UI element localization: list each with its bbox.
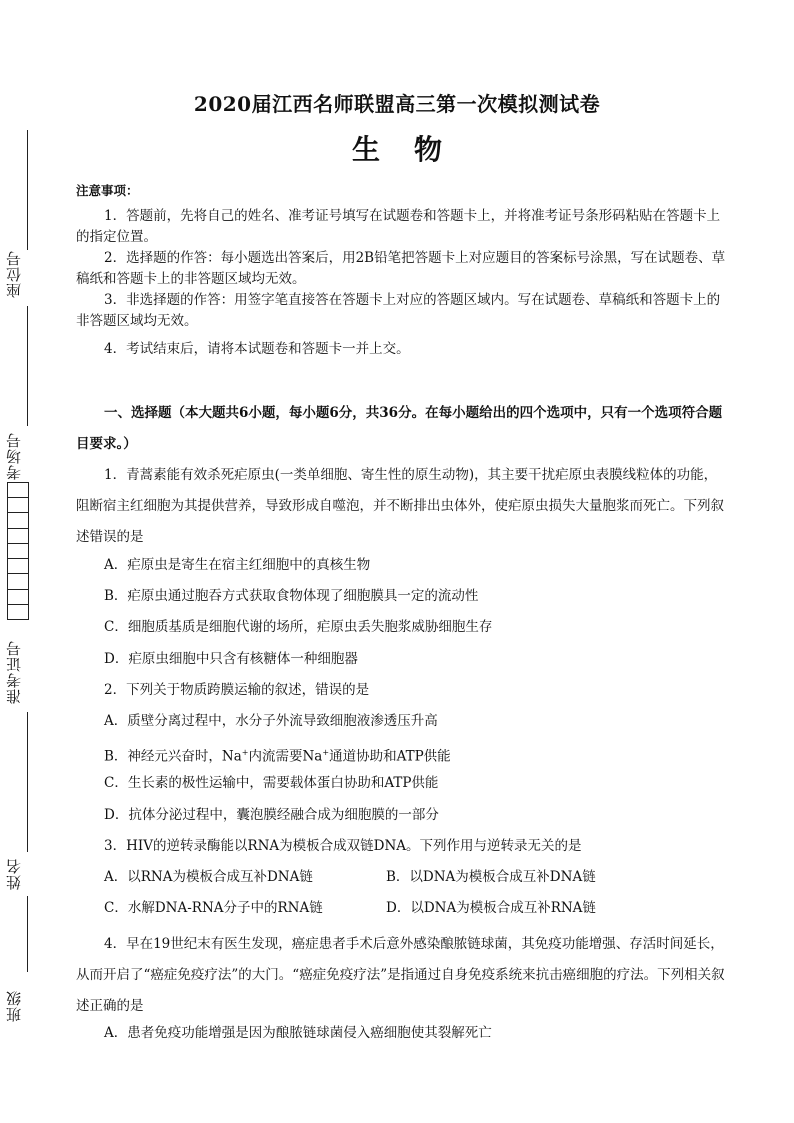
class-label: 班级 bbox=[5, 990, 23, 1022]
question-1-stem: 1．青蒿素能有效杀死疟原虫(一类单细胞、寄生性的原生动物)，其主要干扰疟原虫表膜线粒体的功能，阻断宿主红细胞为其提供营养，导致形成自噬泡，并不断排出虫体外，使疟原虫损失大量胞浆而死亡。下列叙述错误的是 bbox=[76, 467, 724, 545]
name-label: 姓名 bbox=[5, 858, 23, 890]
section-heading: 一、选择题（本大题共6小题，每小题6分，共36分。在每小题给出的四个选项中，只有一个选项符合题目要求。） bbox=[76, 405, 723, 452]
notice-item: 4．考试结束后，请将本试题卷和答题卡一并上交。 bbox=[104, 341, 410, 357]
question-3-stem: 3．HIV的逆转录酶能以RNA为模板合成双链DNA。下列作用与逆转录无关的是 bbox=[104, 838, 582, 854]
exam-room-label: 考场号 bbox=[5, 432, 23, 480]
question-1-option-b: B．疟原虫通过胞吞方式获取食物体现了细胞膜具一定的流动性 bbox=[104, 588, 479, 604]
question-1-option-a: A．疟原虫是寄生在宿主红细胞中的真核生物 bbox=[104, 557, 371, 573]
sodium-charge: + bbox=[322, 748, 330, 757]
binding-line bbox=[27, 306, 28, 426]
option-b-text-3: 通道协助和ATP供能 bbox=[329, 748, 451, 765]
question-3-option-d: D．以DNA为模板合成互补RNA链 bbox=[386, 900, 596, 916]
sodium-charge: + bbox=[241, 748, 249, 757]
question-4-stem: 4．早在19世纪末有医生发现，癌症患者手术后意外感染酿脓链球菌，其免疫功能增强、存活时间延长，从而开启了“癌症免疫疗法”的大门。“癌症免疫疗法”是指通过自身免疫系统来抗击癌细胞的疗法。下列相关叙述正确的是 bbox=[76, 936, 725, 1014]
subject-title: 生物 bbox=[351, 133, 476, 166]
notice-item: 1．答题前，先将自己的姓名、准考证号填写在试题卷和答题卡上，并将准考证号条形码粘贴在答题卡上的指定位置。 bbox=[76, 208, 721, 245]
question-4-option-a: A．患者免疫功能增强是因为酿脓链球菌侵入癌细胞使其裂解死亡 bbox=[104, 1025, 492, 1041]
admission-number-boxes bbox=[7, 482, 29, 620]
binding-line bbox=[27, 712, 28, 852]
notice-item: 2．选择题的作答：每小题选出答案后，用2B铅笔把答题卡上对应题目的答案标号涂黑，写在试题卷、草稿纸和答题卡上的非答题区域均无效。 bbox=[76, 250, 726, 287]
binding-line bbox=[27, 896, 28, 972]
admission-number-label: 准考证号 bbox=[5, 640, 23, 704]
notice-heading: 注意事项： bbox=[76, 183, 139, 198]
option-b-text-2: 内流需要Na bbox=[248, 748, 323, 765]
question-3-option-c: C．水解DNA-RNA分子中的RNA链 bbox=[104, 900, 323, 916]
question-1-option-c: C．细胞质基质是细胞代谢的场所，疟原虫丢失胞浆威胁细胞生存 bbox=[104, 619, 493, 635]
exam-title: 2020届江西名师联盟高三第一次模拟测试卷 bbox=[193, 92, 601, 116]
question-2-option-d: D．抗体分泌过程中，囊泡膜经融合成为细胞膜的一部分 bbox=[104, 807, 439, 823]
question-3-option-b: B．以DNA为模板合成互补DNA链 bbox=[386, 869, 596, 885]
notice-item: 3．非选择题的作答：用签字笔直接答在答题卡上对应的答题区域内。写在试题卷、草稿纸和答题卡上的非答题区域均无效。 bbox=[76, 292, 721, 329]
question-2-option-c: C．生长素的极性运输中，需要载体蛋白协助和ATP供能 bbox=[104, 775, 439, 791]
question-2-option-a: A．质壁分离过程中，水分子外流导致细胞液渗透压升高 bbox=[104, 713, 438, 729]
question-2-stem: 2．下列关于物质跨膜运输的叙述，错误的是 bbox=[104, 682, 370, 698]
question-3-option-a: A．以RNA为模板合成互补DNA链 bbox=[104, 869, 313, 885]
option-b-text-1: B．神经元兴奋时，Na bbox=[104, 748, 242, 765]
question-2-option-b bbox=[104, 742, 451, 768]
seat-number-label: 座位号 bbox=[5, 250, 23, 298]
question-1-option-d: D．疟原虫细胞中只含有核糖体一种细胞器 bbox=[104, 651, 358, 667]
